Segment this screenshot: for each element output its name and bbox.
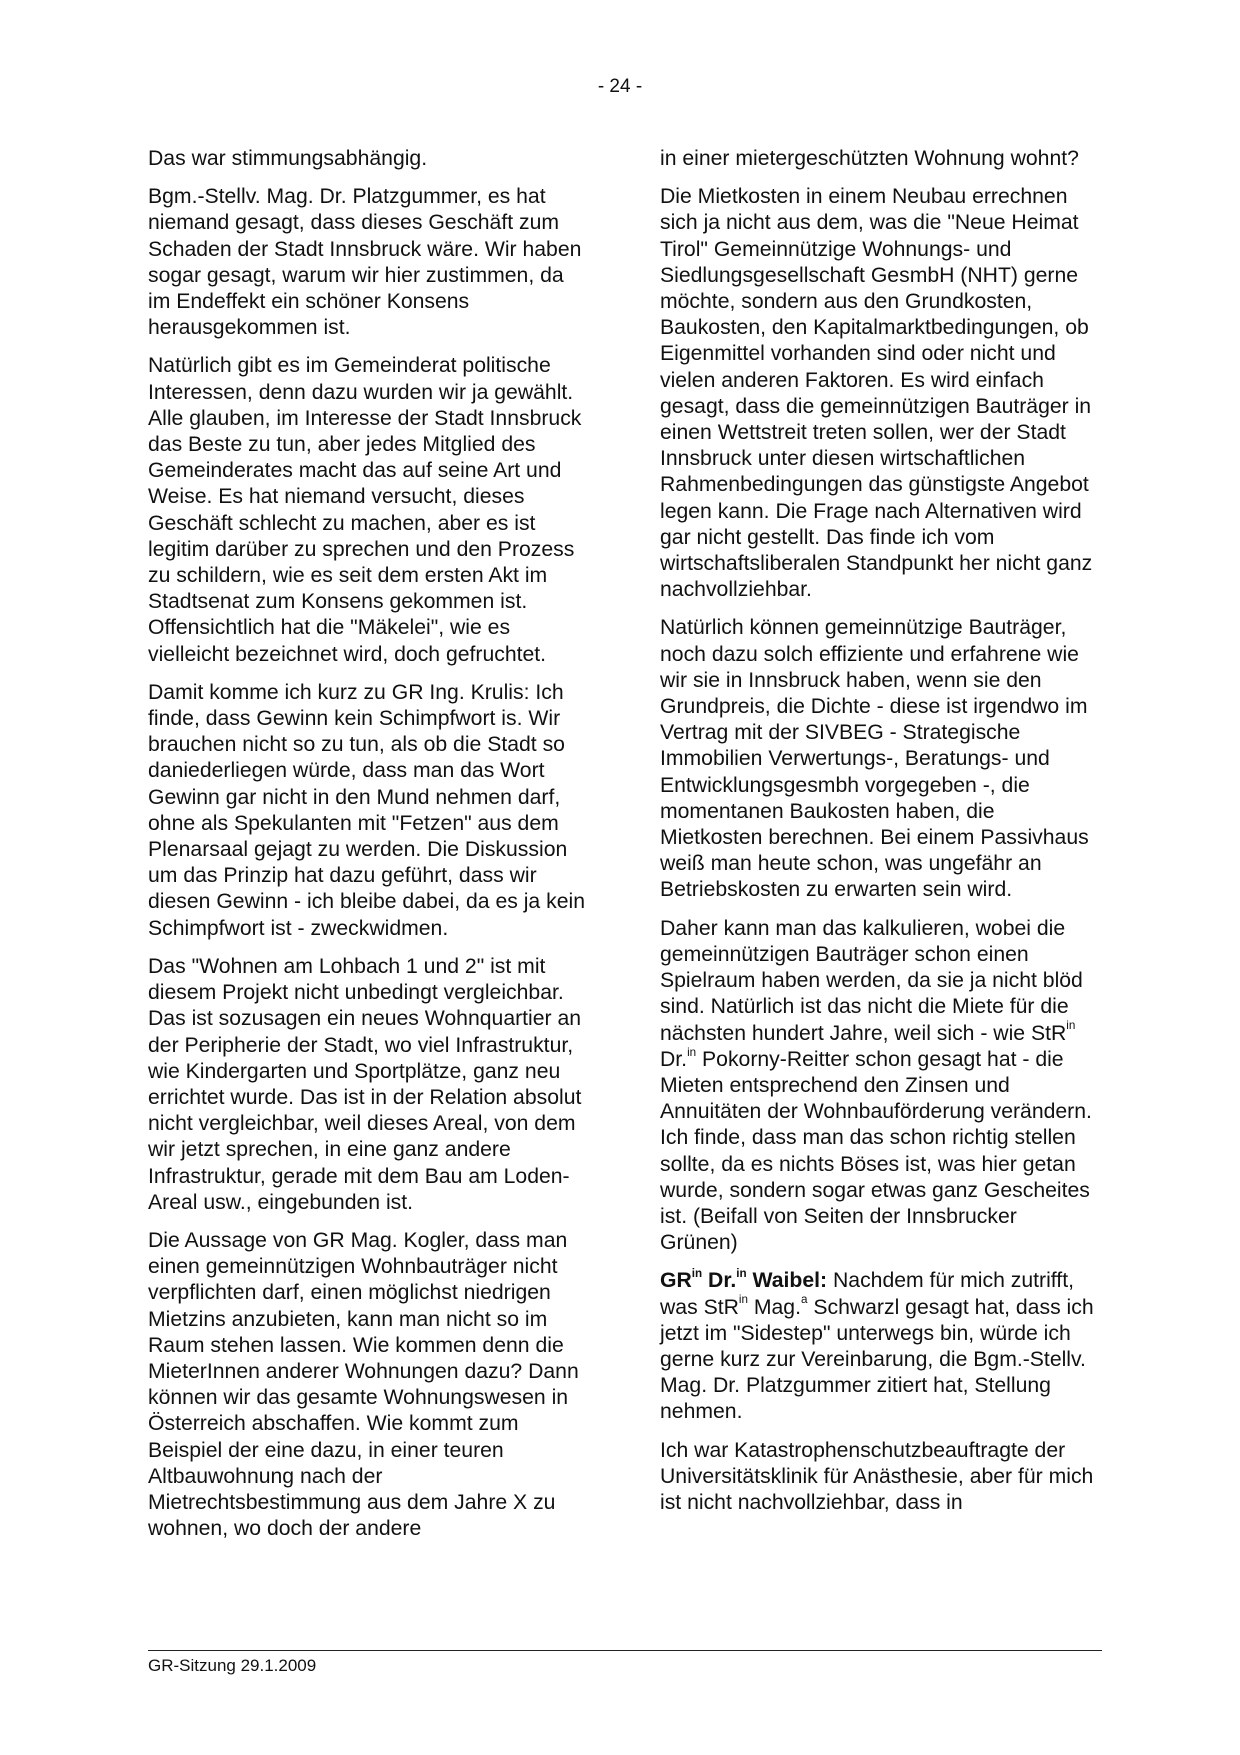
- speaker-name: $GR^{in}$ Dr.$^{in}$ Waibel:: [660, 1267, 828, 1293]
- page-number: - 24 -: [597, 76, 643, 97]
- superscript: in: [1066, 1019, 1076, 1033]
- footer-text: GR-Sitzung 29.1.2009: [148, 1656, 317, 1675]
- paragraph: Natürlich können gemeinnützige Bauträger, noch dazu solch effiziente und erfahrene wie wir sie in Innsbruck haben, wenn sie den Grundpreis, die Dichte - diese ist irgendwo im Vertrag mit der SIVBEG - Strategische Immobilien Verwertungs-, Beratungs- und Entwicklungsgesmbh vorgegeben -, die momentanen Baukosten haben, die Mietkosten berechnen. Bei einem Passivhaus weiß man heute schon, was ungefähr an Betriebskosten zu erwarten sein wird.: [660, 616, 1089, 902]
- paragraph: Das war stimmungsabhängig.: [148, 147, 428, 170]
- text-run: Pokorny-Reitter schon gesagt hat - die Mieten entsprechend den Zinsen und Annuitäten der Wohnbauförderung verändern. Ich finde, dass man das schon richtig stellen sollte, da es nichts Böses ist, was hier getan wurde, sondern sogar etwas ganz Gescheites ist. (Beifall von Seiten der Innsbrucker Grünen): [660, 1047, 1092, 1255]
- footer-divider: [148, 1650, 1102, 1651]
- text-run: Dr.: [660, 1047, 688, 1071]
- paragraph: Bgm.-Stellv. Mag. Dr. Platzgummer, es hat niemand gesagt, dass dieses Geschäft zum Schaden der Stadt Innsbruck wäre. Wir haben sogar gesagt, warum wir hier zustimmen, da im Endeffekt ein schöner Konsens herausgekommen ist.: [148, 185, 582, 340]
- superscript: in: [738, 1293, 748, 1307]
- paragraph: in einer mietergeschützten Wohnung wohnt?: [660, 147, 1079, 170]
- text-run: Daher kann man das kalkulieren, wobei die gemeinnützigen Bauträger schon einen Spielraum haben werden, da sie ja nicht blöd sind. Natürlich ist das nicht die Miete für die nächsten hundert Jahre, weil sich - wie StR: [660, 916, 1083, 1045]
- paragraph: [660, 916, 1100, 1257]
- paragraph: Die Aussage von GR Mag. Kogler, dass man einen gemeinnützigen Wohnbauträger nicht verpflichten darf, einen möglichst niedrigen Mietzins anzubieten, kann man nicht so im Raum stehen lassen. Wie kommen denn die MieterInnen anderer Wohnungen dazu? Dann können wir das gesamte Wohnungswesen in Österreich abschaffen. Wie kommt zum Beispiel der eine dazu, in einer teuren Altbauwohnung nach der Mietrechtsbestimmung aus dem Jahre X zu wohnen, wo doch der andere: [148, 1228, 579, 1541]
- right-column: [660, 146, 1100, 1528]
- left-column: [148, 146, 588, 1554]
- text-run: Mag.: [747, 1295, 801, 1319]
- text-run: Schwarzl gesagt hat, dass ich jetzt im "Sidestep" unterwegs bin, würde ich gerne kurz zur Vereinbarung, die Bgm.-Stellv. Mag. Dr. Platzgummer zitiert hat, Stellung nehmen.: [660, 1295, 1094, 1424]
- paragraph: Das "Wohnen am Lohbach 1 und 2" ist mit diesem Projekt nicht unbedingt vergleichbar. Das ist sozusagen ein neues Wohnquartier an der Peripherie der Stadt, wo viel Infrastruktur, wie Kindergarten und Sportplätze, ganz neu errichtet wurde. Das ist in der Relation absolut nicht vergleichbar, weil dieses Areal, von dem wir jetzt sprechen, in eine ganz andere Infrastruktur, gerade mit dem Bau am Loden-Areal usw., eingebunden ist.: [148, 954, 582, 1214]
- text-run: Nachdem für mich zutrifft, was StR: [660, 1269, 1074, 1319]
- paragraph: [660, 1268, 1100, 1425]
- paragraph: Natürlich gibt es im Gemeinderat politische Interessen, denn dazu wurden wir ja gewählt. Alle glauben, im Interesse der Stadt Innsbruck das Beste zu tun, aber jedes Mitglied des Gemeinderates macht das auf seine Art und Weise. Es hat niemand versucht, dieses Geschäft schlecht zu machen, aber es ist legitim darüber zu sprechen und den Prozess zu schildern, wie es seit dem ersten Akt im Stadtsenat zum Konsens gekommen ist. Offensichtlich hat die "Mäkelei", wie es vielleicht bezeichnet wird, doch gefruchtet.: [148, 354, 582, 666]
- paragraph: Die Mietkosten in einem Neubau errechnen sich ja nicht aus dem, was die "Neue Heimat Tirol" Gemeinnützige Wohnungs- und Siedlungsgesellschaft GesmbH (NHT) gerne möchte, sondern aus den Grundkosten, Baukosten, den Kapitalmarktbedingungen, ob Eigenmittel vorhanden sind oder nicht und vielen anderen Faktoren. Es wird einfach gesagt, dass die gemeinnützigen Bauträger in einen Wettstreit treten sollen, wer der Stadt Innsbruck unter diesen wirtschaftlichen Rahmenbedingungen das günstigste Angebot legen kann. Die Frage nach Alternativen wird gar nicht gestellt. Das finde ich vom wirtschaftsliberalen Standpunkt her nicht ganz nachvollziehbar.: [660, 185, 1093, 602]
- paragraph: Damit komme ich kurz zu GR Ing. Krulis: Ich finde, dass Gewinn kein Schimpfwort is. Wir brauchen nicht so zu tun, als ob die Stadt so daniederliegen würde, dass man das Wort Gewinn gar nicht in den Mund nehmen darf, ohne als Spekulanten mit "Fetzen" aus dem Plenarsaal gejagt zu werden. Die Diskussion um das Prinzip hat dazu geführt, dass wir diesen Gewinn - ich bleibe dabei, da es ja kein Schimpfwort ist - zweckwidmen.: [148, 680, 585, 940]
- paragraph: Ich war Katastrophenschutzbeauftragte der Universitätsklinik für Anästhesie, aber für mich ist nicht nachvollziehbar, dass in: [660, 1438, 1094, 1514]
- superscript: in: [687, 1045, 697, 1059]
- superscript: a: [800, 1293, 808, 1307]
